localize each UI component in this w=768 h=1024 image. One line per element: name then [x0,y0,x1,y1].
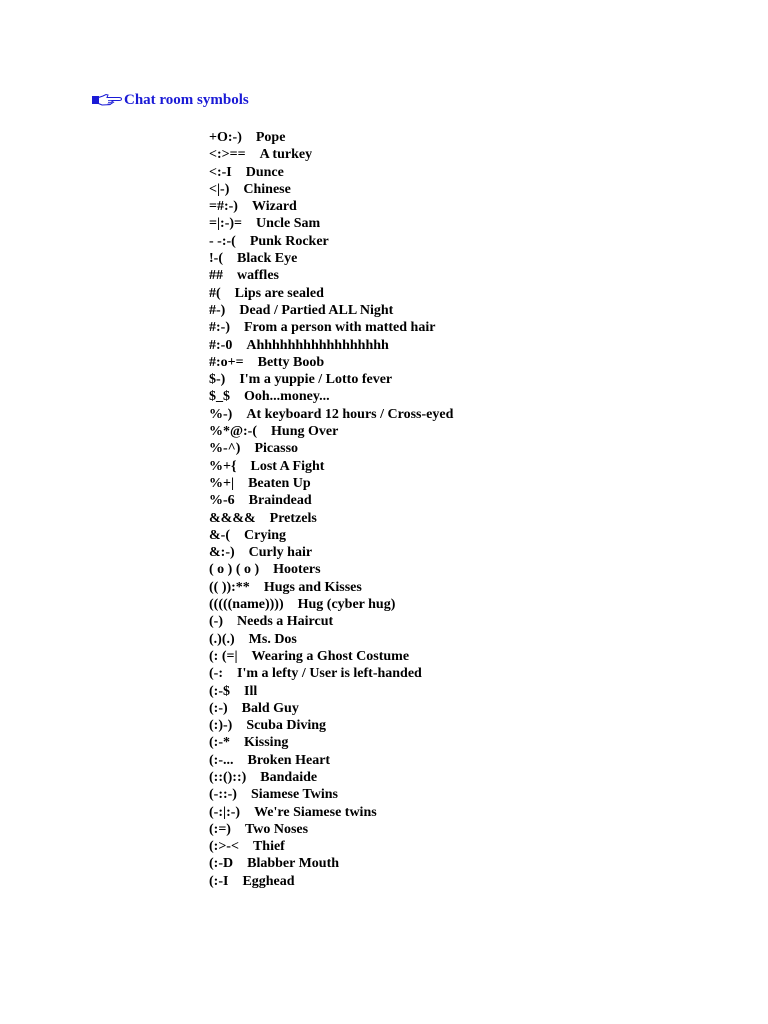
emoticon-meaning: Blabber Mouth [247,856,340,872]
emoticon-meaning: Crying [244,527,286,543]
symbol-list [209,129,453,890]
emoticon-meaning: Black Eye [237,251,298,267]
emoticon-meaning: Braindead [248,493,312,509]
emoticon-meaning: Ill [244,683,258,699]
list-item [209,164,453,181]
emoticon-symbol: (:-... [209,752,234,768]
emoticon-symbol: (:-D [209,856,234,872]
list-item [209,683,453,700]
emoticon-meaning: Ooh...money... [244,389,330,405]
list-item [209,198,453,215]
list-item [209,665,453,682]
emoticon-meaning: Bandaide [260,769,318,785]
emoticon-symbol: (:-) [209,700,228,716]
emoticon-meaning: Two Noses [244,821,309,837]
list-item [209,752,453,769]
emoticon-symbol: &&&& [209,510,256,526]
list-item [209,734,453,751]
emoticon-meaning: At keyboard 12 hours / Cross-eyed [246,406,454,422]
emoticon-symbol: (: (=| [209,648,238,664]
list-item [209,492,453,509]
emoticon-meaning: waffles [237,268,279,284]
list-item [209,233,453,250]
list-item [209,285,453,302]
emoticon-symbol: (:-* [209,735,230,751]
emoticon-meaning: Ahhhhhhhhhhhhhhhhh [246,337,389,353]
emoticon-meaning: Picasso [254,441,299,457]
emoticon-symbol: <:-I [209,164,232,180]
emoticon-meaning: From a person with matted hair [244,320,436,336]
emoticon-meaning: Uncle Sam [256,216,321,232]
emoticon-meaning: Punk Rocker [249,233,329,249]
list-item [209,129,453,146]
emoticon-symbol: (-::-) [209,787,237,803]
emoticon-symbol: $_$ [209,389,230,405]
emoticon-symbol: (:>-< [209,839,239,855]
emoticon-meaning: Dead / Partied ALL Night [239,302,394,318]
emoticon-symbol: #( [209,285,221,301]
emoticon-symbol: #:-) [209,320,230,336]
emoticon-symbol: (((((name)))) [209,597,284,613]
list-item [209,873,453,890]
list-item [209,527,453,544]
emoticon-symbol: (( )):** [209,579,250,595]
list-item [209,181,453,198]
emoticon-meaning: Bald Guy [241,700,299,716]
emoticon-symbol: =|:-)= [209,216,243,232]
list-item [209,302,453,319]
emoticon-meaning: We're Siamese twins [254,804,377,820]
list-item [209,786,453,803]
list-item [209,250,453,267]
list-item [209,561,453,578]
emoticon-symbol: ## [209,268,223,284]
emoticon-meaning: Thief [252,839,285,855]
emoticon-meaning: Lost A Fight [250,458,325,474]
emoticon-symbol: %+| [209,475,235,491]
list-item [209,579,453,596]
emoticon-symbol: - -:-( [209,233,236,249]
emoticon-meaning: Pope [255,130,286,145]
emoticon-meaning: Broken Heart [247,752,331,768]
emoticon-symbol: +O:-) [209,130,242,145]
list-item [209,821,453,838]
emoticon-symbol: (-) [209,614,223,630]
emoticon-meaning: Chinese [243,181,291,197]
list-item [209,544,453,561]
list-item [209,613,453,630]
list-item [209,146,453,163]
emoticon-meaning: I'm a lefty / User is left-handed [237,666,422,682]
list-item [209,769,453,786]
section-heading [92,89,249,111]
emoticon-meaning: Hug (cyber hug) [297,597,396,613]
emoticon-meaning: Hooters [273,562,321,578]
list-item [209,700,453,717]
emoticon-symbol: (:-I [209,873,229,889]
emoticon-symbol: %-6 [209,493,235,509]
emoticon-symbol: $-) [209,372,226,388]
emoticon-symbol: (::()::) [209,769,247,785]
list-item [209,406,453,423]
emoticon-symbol: =#:-) [209,199,238,215]
emoticon-meaning: Ms. Dos [248,631,297,647]
emoticon-symbol: (-: [209,666,223,682]
emoticon-symbol: (:=) [209,821,231,837]
list-item [209,423,453,440]
emoticon-meaning: Kissing [244,735,289,751]
emoticon-meaning: Egghead [242,873,295,889]
emoticon-meaning: Betty Boob [257,354,325,370]
emoticon-symbol: (:)-) [209,718,233,734]
emoticon-symbol: %-^) [209,441,241,457]
emoticon-meaning: Scuba Diving [246,718,327,734]
list-item [209,510,453,527]
list-item [209,354,453,371]
emoticon-meaning: Wizard [251,199,297,215]
emoticon-symbol: <|-) [209,181,230,197]
emoticon-meaning: A turkey [259,147,313,163]
emoticon-meaning: Lips are sealed [234,285,324,301]
emoticon-symbol: (-:|:-) [209,804,241,820]
list-item [209,838,453,855]
list-item [209,215,453,232]
pointing-hand-icon [92,93,123,107]
emoticon-meaning: Curly hair [248,545,313,561]
emoticon-meaning: Pretzels [269,510,317,526]
emoticon-symbol: %-) [209,406,233,422]
emoticon-meaning: Needs a Haircut [237,614,334,630]
emoticon-symbol: %*@:-( [209,424,258,440]
emoticon-meaning: Beaten Up [248,475,311,491]
list-item [209,596,453,613]
emoticon-meaning: I'm a yuppie / Lotto fever [239,372,393,388]
emoticon-symbol: %+{ [209,458,237,474]
list-item [209,475,453,492]
emoticon-meaning: Wearing a Ghost Costume [251,648,410,664]
list-item [209,337,453,354]
list-item [209,440,453,457]
list-item [209,717,453,734]
list-item [209,631,453,648]
emoticon-symbol: (:-$ [209,683,230,699]
emoticon-symbol: (.)(.) [209,631,235,647]
emoticon-symbol: &-( [209,527,230,543]
list-item [209,267,453,284]
emoticon-symbol: #-) [209,302,226,318]
list-item [209,855,453,872]
list-item [209,804,453,821]
list-item [209,319,453,336]
emoticon-symbol: ( o ) ( o ) [209,562,260,578]
emoticon-symbol: <:>== [209,147,246,163]
list-item [209,371,453,388]
list-item [209,388,453,405]
emoticon-meaning: Hugs and Kisses [263,579,362,595]
emoticon-symbol: #:o+= [209,354,244,370]
list-item [209,458,453,475]
emoticon-symbol: #:-0 [209,337,233,353]
emoticon-meaning: Hung Over [271,424,339,440]
emoticon-symbol: &:-) [209,545,235,561]
emoticon-meaning: Siamese Twins [250,787,338,803]
page-title: Chat room symbols [124,92,249,108]
emoticon-meaning: Dunce [245,164,284,180]
list-item [209,648,453,665]
emoticon-symbol: !-( [209,251,223,267]
